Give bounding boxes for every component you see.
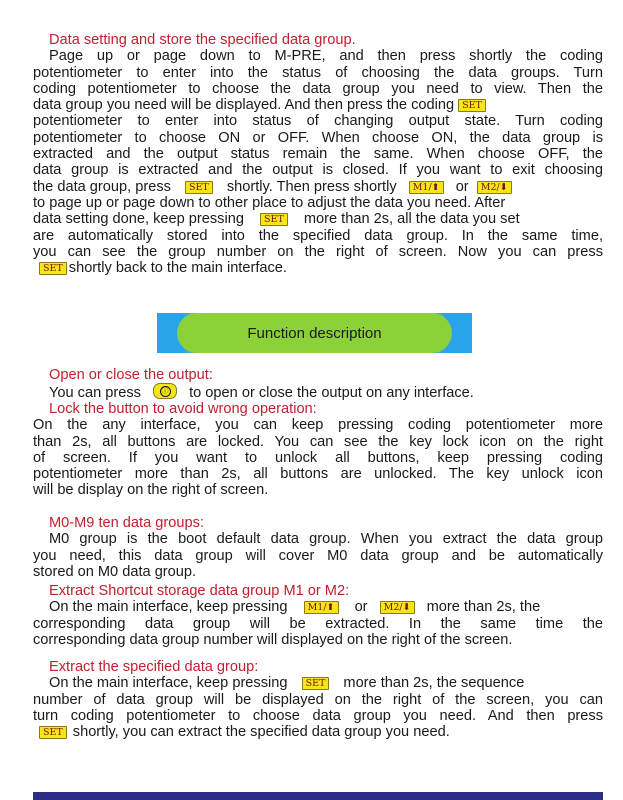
m2-key-icon: M2/⬇ (477, 181, 512, 194)
paragraph-line: potentiometer to choose ON or OFF. When choose ON, the data group is (33, 129, 603, 146)
paragraph-text: or (354, 599, 368, 616)
function-description-banner (157, 313, 472, 353)
paragraph-line: will be display on the right of screen. (33, 482, 269, 499)
m2-key-icon: M2/⬇ (380, 601, 415, 614)
paragraph-line: turn coding potentiometer to choose data group you need. And then press (33, 707, 603, 724)
m0-m9-section (33, 515, 603, 580)
paragraph-line: data group is extracted and the output is closed. If you want to exit choosing (33, 162, 603, 179)
paragraph-line: corresponding data group will be extracted. In the same time the (33, 615, 603, 632)
lock-section (33, 401, 603, 499)
paragraph-line: M0 group is the boot default data group. When you extract the data group (49, 531, 603, 548)
paragraph-text: or (455, 178, 469, 195)
paragraph-text: data setting done, keep pressing (33, 211, 244, 228)
section-heading: Extract Shortcut storage data group M1 or M2: (49, 583, 350, 599)
set-key-icon: SET (39, 262, 67, 275)
paragraph-line: you need, this data group will cover M0 data group and be automatically (33, 547, 603, 564)
paragraph-text: On the main interface, keep pressing (49, 599, 288, 616)
paragraph-text: You can press (49, 385, 141, 402)
section-heading: Extract the specified data group: (49, 659, 259, 675)
paragraph-line (33, 383, 603, 401)
m1-key-icon: M1/⬆ (304, 601, 339, 614)
power-key-icon (153, 383, 177, 399)
set-key-icon: SET (39, 726, 67, 739)
paragraph-text: data group you need will be displayed. And then press the coding (33, 97, 455, 114)
paragraph-line (33, 724, 603, 740)
shortcut-section (33, 583, 603, 648)
paragraph-line: Page up or page down to M-PRE, and then press shortly the coding (49, 48, 603, 65)
paragraph-text: the data group, press (33, 178, 171, 195)
paragraph-line: potentiometer to enter into status of changing output state. Turn coding (33, 113, 603, 130)
set-key-icon: SET (458, 99, 486, 112)
paragraph-line (33, 179, 603, 195)
paragraph-text: On the main interface, keep pressing (49, 675, 288, 692)
section-heading: M0-M9 ten data groups: (49, 515, 204, 531)
paragraph-line: extracted and the output status remain the same. When choose OFF, the (33, 146, 603, 163)
paragraph-line (33, 211, 603, 227)
specified-group-section (33, 659, 603, 740)
paragraph-line: number of data group will be displayed on the right of the screen, you can (33, 691, 603, 708)
data-setting-section (33, 32, 603, 276)
paragraph-line: of screen. If you want to unlock all buttons, keep pressing coding (33, 449, 603, 466)
paragraph-line: potentiometer to enter into the status of choosing the data groups. Turn (33, 64, 603, 81)
paragraph-text: more than 2s, all the data you set (303, 211, 520, 228)
paragraph-line: than 2s, all buttons are locked. You can see the key lock icon on the right (33, 433, 603, 450)
section-heading: Lock the button to avoid wrong operation: (49, 401, 317, 417)
set-key-icon: SET (302, 677, 330, 690)
paragraph-line: you can see the group number on the right of screen. Now you can press (33, 243, 603, 260)
section-heading: Open or close the output: (49, 367, 213, 383)
paragraph-line: potentiometer more than 2s, all buttons are unlocked. The key unlock icon (33, 466, 603, 483)
paragraph-line (33, 97, 603, 113)
open-close-section (33, 367, 603, 402)
paragraph-line (33, 260, 603, 276)
paragraph-line (33, 675, 603, 691)
paragraph-line (33, 599, 603, 615)
m1-key-icon: M1/⬆ (409, 181, 444, 194)
set-key-icon: SET (260, 213, 288, 226)
set-key-icon: SET (185, 181, 213, 194)
paragraph-text: shortly, you can extract the specified data group you need. (72, 724, 450, 741)
paragraph-line: stored on M0 data group. (33, 563, 197, 580)
paragraph-line: to page up or page down to other place to adjust the data you need. After (33, 194, 506, 211)
paragraph-text: shortly back to the main interface. (68, 260, 287, 277)
paragraph-text: more than 2s, the sequence (343, 675, 525, 692)
paragraph-line: are automatically stored into the specified data group. In the same time, (33, 227, 603, 244)
paragraph-line: corresponding data group number will displayed on the right of the screen. (33, 631, 513, 648)
paragraph-text: shortly. Then press shortly (226, 178, 397, 195)
paragraph-text: to open or close the output on any interface. (189, 385, 474, 402)
data-setting-heading: Data setting and store the specified data group. (49, 32, 356, 48)
paragraph-line: coding potentiometer to choose the data group you need to view. Then the (33, 80, 603, 97)
banner-title: Function description (247, 324, 382, 342)
paragraph-line: On the any interface, you can keep pressing coding potentiometer more (33, 417, 603, 434)
footer-bar (33, 792, 603, 800)
paragraph-text: more than 2s, the (426, 599, 541, 616)
power-symbol: ⓘ (161, 387, 169, 395)
